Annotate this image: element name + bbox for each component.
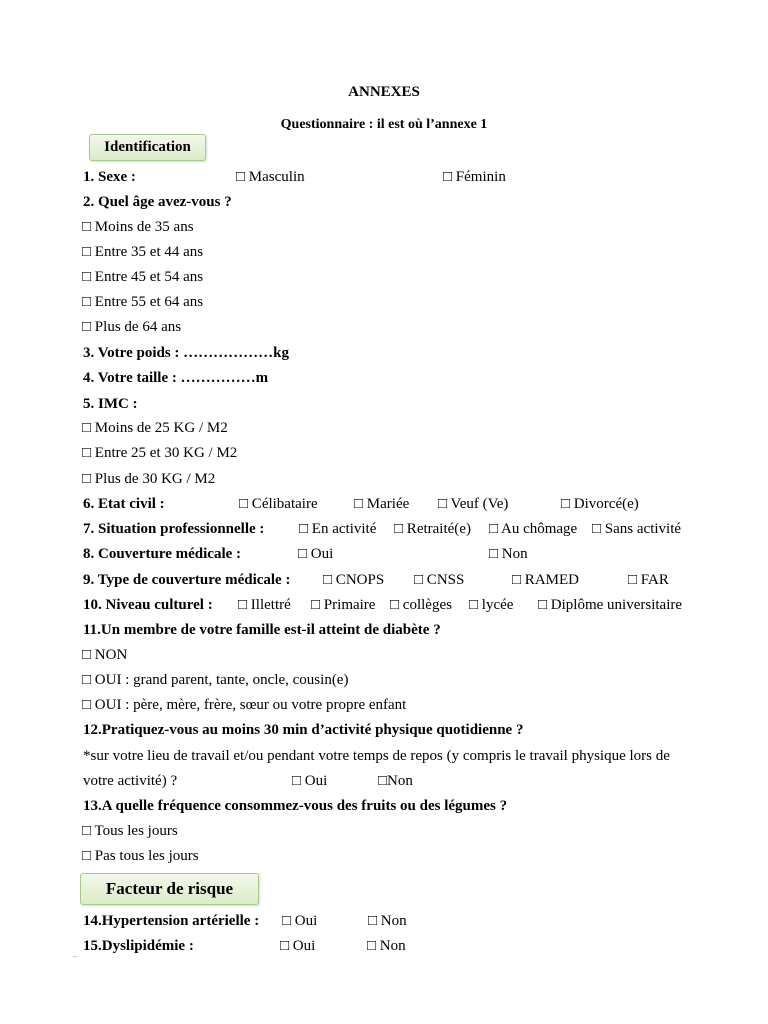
q13-label: 13.A quelle fréquence consommez-vous des fruits ou des légumes ? bbox=[83, 798, 508, 814]
q15-option-non[interactable]: □ Non bbox=[367, 938, 406, 954]
q11-option[interactable]: □ OUI : père, mère, frère, sœur ou votre propre enfant bbox=[82, 697, 407, 713]
q6-option[interactable]: □ Divorcé(e) bbox=[561, 496, 639, 512]
q10-option[interactable]: □ Illettré bbox=[238, 597, 291, 613]
q2-option[interactable]: □ Entre 45 et 54 ans bbox=[82, 269, 204, 285]
q8-option-non[interactable]: □ Non bbox=[489, 546, 528, 562]
q6-option[interactable]: □ Veuf (Ve) bbox=[438, 496, 509, 512]
page-title: ANNEXES bbox=[348, 84, 420, 100]
q2-option[interactable]: □ Entre 35 et 44 ans bbox=[82, 244, 204, 260]
q7-option[interactable]: □ Retraité(e) bbox=[394, 521, 471, 537]
q9-option[interactable]: □ CNSS bbox=[414, 572, 465, 588]
q5-option[interactable]: □ Entre 25 et 30 KG / M2 bbox=[82, 445, 238, 461]
q15-label: 15.Dyslipidémie : bbox=[83, 938, 194, 954]
q6-option[interactable]: □ Mariée bbox=[354, 496, 410, 512]
q4-label[interactable]: 4. Votre taille : ……………m bbox=[83, 370, 269, 386]
q8-label: 8. Couverture médicale : bbox=[83, 546, 242, 562]
q7-option[interactable]: □ En activité bbox=[299, 521, 377, 537]
q5-option[interactable]: □ Moins de 25 KG / M2 bbox=[82, 420, 228, 436]
q12-option-non[interactable]: □Non bbox=[378, 773, 413, 789]
q6-label: 6. Etat civil : bbox=[83, 496, 165, 512]
q2-option[interactable]: □ Moins de 35 ans bbox=[82, 219, 194, 235]
q1-option-feminin[interactable]: □ Féminin bbox=[443, 169, 506, 185]
q10-option[interactable]: □ Primaire bbox=[311, 597, 376, 613]
q1-option-masculin[interactable]: □ Masculin bbox=[236, 169, 305, 185]
q5-label: 5. IMC : bbox=[83, 396, 138, 412]
q9-option[interactable]: □ CNOPS bbox=[323, 572, 385, 588]
q7-option[interactable]: □ Sans activité bbox=[592, 521, 682, 537]
q9-label: 9. Type de couverture médicale : bbox=[83, 572, 291, 588]
q2-option[interactable]: □ Entre 55 et 64 ans bbox=[82, 294, 204, 310]
q7-label: 7. Situation professionnelle : bbox=[83, 521, 265, 537]
q1-label: 1. Sexe : bbox=[83, 169, 136, 185]
page-subtitle: Questionnaire : il est où l’annexe 1 bbox=[280, 117, 488, 132]
q14-option-oui[interactable]: □ Oui bbox=[282, 913, 318, 929]
section-risk-factors: Facteur de risque bbox=[80, 873, 259, 905]
q10-option[interactable]: □ lycée bbox=[469, 597, 514, 613]
q13-option[interactable]: □ Tous les jours bbox=[82, 823, 178, 839]
q9-option[interactable]: □ FAR bbox=[628, 572, 669, 588]
q10-option[interactable]: □ collèges bbox=[390, 597, 452, 613]
q5-option[interactable]: □ Plus de 30 KG / M2 bbox=[82, 471, 216, 487]
q12-label: 12.Pratiquez-vous au moins 30 min d’activité physique quotidienne ? bbox=[83, 722, 524, 738]
section-identification: Identification bbox=[89, 134, 206, 161]
q11-option[interactable]: □ NON bbox=[82, 647, 128, 663]
q13-option[interactable]: □ Pas tous les jours bbox=[82, 848, 199, 864]
q3-label[interactable]: 3. Votre poids : ………………kg bbox=[83, 345, 290, 361]
q2-option[interactable]: □ Plus de 64 ans bbox=[82, 319, 182, 335]
q15-option-oui[interactable]: □ Oui bbox=[280, 938, 316, 954]
q10-label: 10. Niveau culturel : bbox=[83, 597, 213, 613]
q6-option[interactable]: □ Célibataire bbox=[239, 496, 318, 512]
q9-option[interactable]: □ RAMED bbox=[512, 572, 579, 588]
q8-option-oui[interactable]: □ Oui bbox=[298, 546, 334, 562]
q12-note: *sur votre lieu de travail et/ou pendant votre temps de repos (y compris le travail physique lors de bbox=[83, 748, 670, 764]
q2-label: 2. Quel âge avez-vous ? bbox=[83, 194, 232, 210]
page-mark bbox=[73, 956, 77, 957]
q14-option-non[interactable]: □ Non bbox=[368, 913, 407, 929]
q11-label: 11.Un membre de votre famille est-il atteint de diabète ? bbox=[83, 622, 441, 638]
q7-option[interactable]: □ Au chômage bbox=[489, 521, 578, 537]
q11-option[interactable]: □ OUI : grand parent, tante, oncle, cousin(e) bbox=[82, 672, 349, 688]
q12-option-oui[interactable]: □ Oui bbox=[292, 773, 328, 789]
q10-option[interactable]: □ Diplôme universitaire bbox=[538, 597, 683, 613]
q12-note-cont: votre activité) ? bbox=[83, 773, 178, 789]
q14-label: 14.Hypertension artérielle : bbox=[83, 913, 260, 929]
